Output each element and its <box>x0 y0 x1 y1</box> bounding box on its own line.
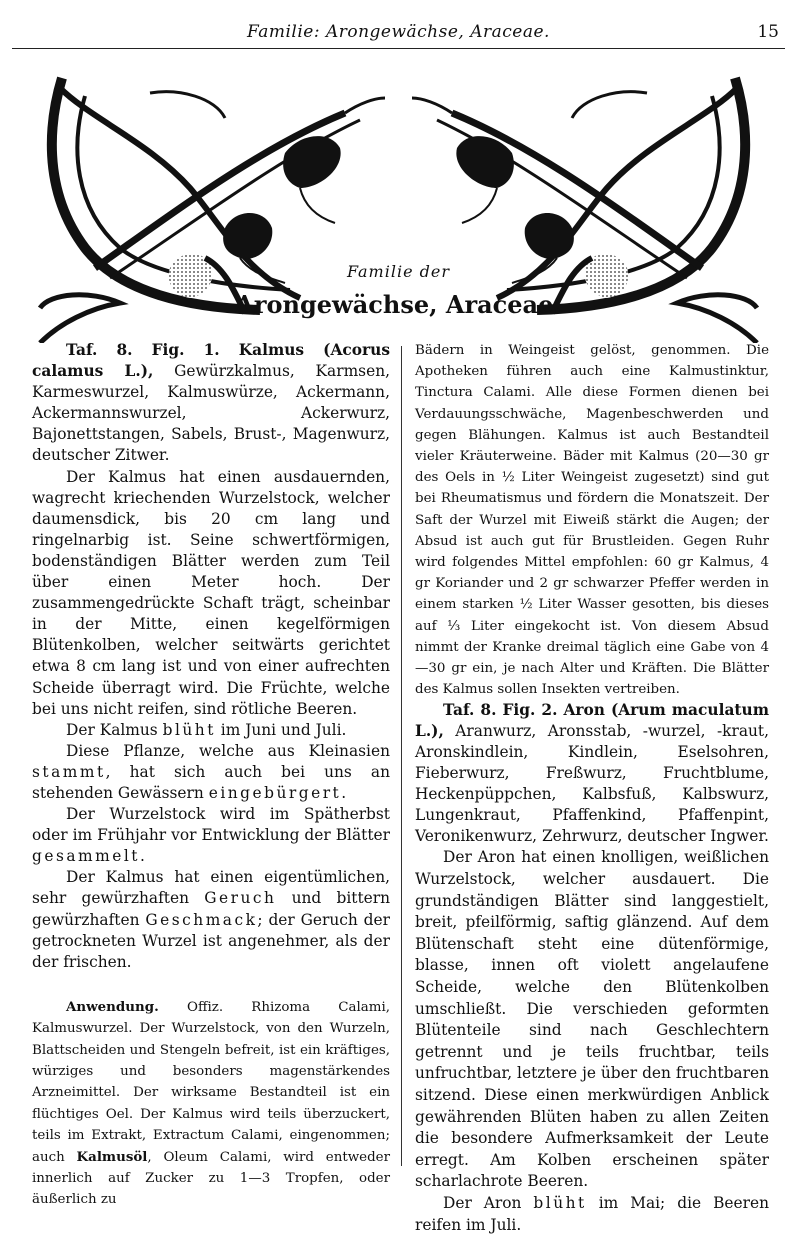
kalmus-synonyms: Gewürzkalmus, Karmsen, Karmeswurzel, Kalmuswürze, Ackermann, Ackermannswurzel, Ackerwurz, Bajonettstangen, Sabels, Brust-, Magenwurz, deutscher Zitwer. <box>32 362 390 465</box>
family-title: Arongewächse, Araceae. <box>235 290 562 319</box>
kalmus-flowering: Der Kalmus blüht im Juni und Juli. <box>66 720 347 739</box>
running-head <box>0 22 797 46</box>
running-title: Familie: Arongewächse, Araceae. <box>247 22 550 42</box>
kalmus-usage: Anwendung. Offiz. Rhizoma Calami, Kalmuswurzel. Der Wurzelstock, von den Wurzeln, Blattscheiden und Stengeln befreit, ist ein kräftiges, würziges und besonders magenstärkendes Arzneimittel. Der wirksame Bestandteil ist ein flüchtiges Oel. Der Kalmus wird teils überzuckert, teils im Extrakt, Extractum Calami, eingenommen; auch Kalmusöl, Oleum Calami, wird entweder innerlich auf Zucker zu 1—3 Tropfen, oder äußerlich zu <box>32 998 390 1208</box>
kalmus-description: Der Kalmus hat einen ausdauernden, wagrecht kriechenden Wurzelstock, welcher daumensdick, bis 20 cm lang und ringelnarbig ist. Seine schwertförmigen, bodenständigen Blätter werden zum Teil über einen Meter hoch. Der zusammengedrückte Schaft trägt, scheinbar in der Mitte, einen kegelförmigen Blütenkolben, welcher seitwärts gerichtet etwa 8 cm lang ist und von einer aufrechten Scheide überragt wird. Die Früchte, welche bei uns nicht reifen, sind rötliche Beeren. <box>32 467 390 718</box>
kalmus-usage-continued: Bädern in Weingeist gelöst, genommen. Die Apotheken führen auch eine Kalmustinktur, Tinctura Calami. Alle diese Formen dienen bei Verdauungsschwäche, Magenbeschwerden und gegen Blähungen. Kalmus ist auch Bestandteil vieler Kräuterweine. Bäder mit Kalmus (20—30 gr des Oels in ½ Liter Weingeist zugesetzt) sind gut bei Rheumatismus und fördern die Monatszeit. Der Saft der Wurzel mit Eiweiß stärkt die Augen; der Absud ist auch gut für Brustleiden. Gegen Ruhr wird folgendes Mittel empfohlen: 60 gr Kalmus, 4 gr Koriander und 2 gr schwarzer Pfeffer werden in einem starken ½ Liter Wasser gesotten, bis dieses auf ⅓ Liter eingekocht ist. Von diesem Absud nimmt der Kranke dreimal täglich eine Gabe von 4—30 gr ein, je nach Alter und Kräften. Die Blätter des Kalmus sollen Insekten vertreiben. <box>415 343 769 698</box>
aron-synonyms: Aranwurz, Aronsstab, -wurzel, -kraut, Aronskindlein, Kindlein, Eselsohren, Fieberwurz, Freßwurz, Fruchtblume, Heckenpüppchen, Kalbsfuß, Kalbswurz, Lungenkraut, Pfaffenkind, Pfaffenpint, Veronikenwurz, Zehrwurz, deutscher Ingwer. <box>415 722 769 846</box>
kalmus-collection: Der Wurzelstock wird im Spätherbst oder im Frühjahr vor Entwicklung der Blätter gesammelt. <box>32 805 390 866</box>
column-divider <box>401 346 402 1166</box>
aron-description: Der Aron hat einen knolligen, weißlichen Wurzelstock, welcher ausdauert. Die grundständigen Blätter sind langgestielt, breit, pfeilförmig, saftig glänzend. Auf dem Blütenschaft steht eine dütenförmige, blasse, innen oft violett angelaufene Scheide, welche den Blütenkolben umschließt. Die verschieden geformten Blütenteile sind nach Geschlechtern getrennt und je teils fruchtbar, teils unfruchtbar, letztere je über den fruchtbaren sitzend. Diese einen merkwürdigen Anblick gewährenden Blüten haben zu allen Zeiten die besondere Aufmerksamkeit der Leute erregt. Am Kolben erscheinen später scharlachrote Beeren. <box>415 848 769 1191</box>
aron-entry <box>415 700 769 847</box>
aron-heading: Taf. 8. Fig. 2. Aron (Arum maculatum L.), <box>415 701 769 741</box>
kalmus-origin: Diese Pflanze, welche aus Kleinasien stammt, hat sich auch bei uns an stehenden Gewässern eingebürgert. <box>32 741 390 802</box>
kalmus-entry <box>32 340 390 467</box>
kalmus-heading: Taf. 8. Fig. 1. Kalmus (Acorus calamus L.), <box>32 341 390 381</box>
page-number: 15 <box>757 22 779 42</box>
left-column <box>32 340 390 1211</box>
right-column <box>415 340 769 1236</box>
aron-flowering: Der Aron blüht im Mai; die Beeren reifen im Juli. <box>415 1193 769 1234</box>
kalmus-smell-taste: Der Kalmus hat einen eigentümlichen, sehr gewürzhaften Geruch und bittern gewürzhaften Geschmack; der Geruch der getrockneten Wurzel ist angenehmer, als der der frischen. <box>32 868 391 971</box>
usage-label: Anwendung. <box>66 998 159 1015</box>
family-kicker: Familie der <box>347 262 450 281</box>
header-rule <box>12 48 785 49</box>
